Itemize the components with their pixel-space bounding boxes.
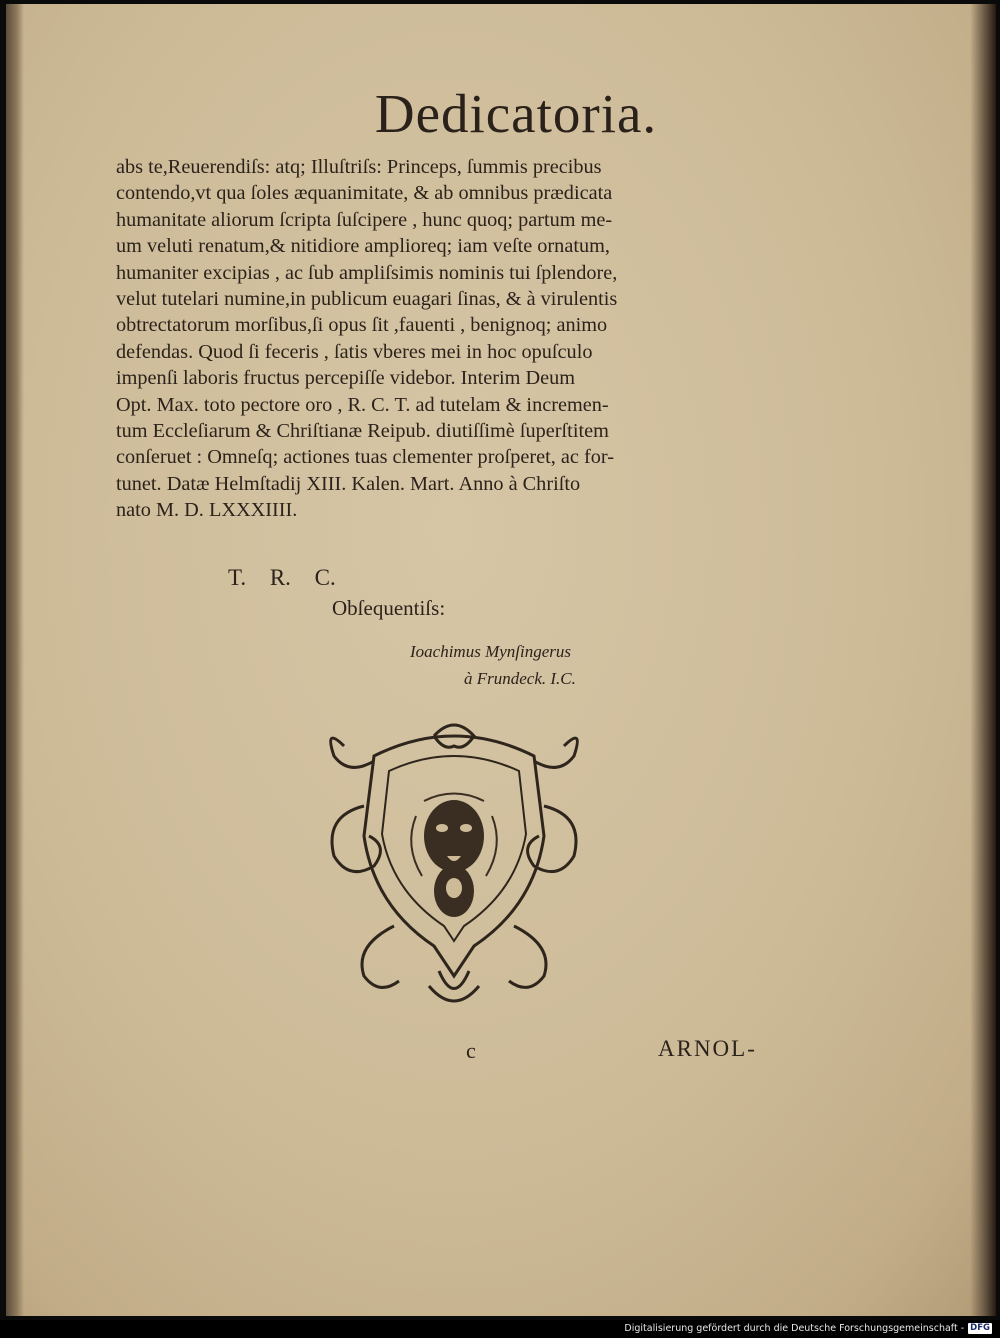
obsequent-line: Obſequentiſs: bbox=[332, 596, 446, 620]
page-left-edge bbox=[6, 4, 24, 1316]
text-line: velut tutelari numine,in publicum euagari ſinas, & à virulentis bbox=[116, 288, 618, 311]
text-line: obtrectatorum morſibus,ſi opus ſit ,fauenti , benignoq; animo bbox=[116, 314, 608, 337]
digitization-footer bbox=[624, 1320, 992, 1336]
page-heading: Dedicatoria. bbox=[374, 83, 658, 144]
catchword: ARNOL- bbox=[658, 1036, 757, 1061]
footer-text: Digitalisierung gefördert durch die Deutsche Forschungsgemeinschaft - bbox=[624, 1322, 965, 1334]
text-line: nato M. D. LXXXIIII. bbox=[116, 499, 298, 522]
text-line: tunet. Datæ Helmſtadij XIII. Kalen. Mart. Anno à Chriſto bbox=[116, 472, 581, 495]
signature-mark: c bbox=[466, 1038, 476, 1063]
signature-name: Ioachimus Mynſingerus bbox=[410, 642, 572, 661]
text-line: conſeruet : Omneſq; actiones tuas clementer proſperet, ac for- bbox=[116, 446, 614, 469]
text-line: um veluti renatum,& nitidiore amplioreq; iam veſte ornatum, bbox=[116, 235, 610, 258]
grotesque-mask-ornament bbox=[304, 716, 604, 1016]
text-line: abs te,Reuerendiſs: atq; Illuſtriſs: Princeps, ſummis precibus bbox=[116, 156, 602, 178]
signature-title: à Frundeck. I.C. bbox=[464, 669, 576, 688]
text-line: humaniter excipias , ac ſub ampliſsimis nominis tui ſplendore, bbox=[116, 261, 618, 284]
text-line: contendo,vt qua ſoles æquanimitate, & ab omnibus prædicata bbox=[116, 182, 613, 205]
dedication-body bbox=[116, 154, 796, 524]
text-line: defendas. Quod ſi feceris , ſatis vberes mei in hoc opuſculo bbox=[116, 340, 593, 363]
text-line: humanitate aliorum ſcripta ſuſcipere , hunc quoq; partum me- bbox=[116, 208, 613, 231]
book-page bbox=[6, 4, 996, 1316]
text-line: tum Eccleſiarum & Chriſtianæ Reipub. diutiſſimè ſuperſtitem bbox=[116, 420, 609, 443]
closing-abbreviation: T. R. C. bbox=[228, 565, 336, 590]
text-line: impenſi laboris fructus percepiſſe videbor. Interim Deum bbox=[116, 367, 576, 390]
page-right-edge bbox=[970, 4, 996, 1316]
dfg-logo: DFG bbox=[970, 1322, 990, 1333]
text-line: Opt. Max. toto pectore oro , R. C. T. ad tutelam & incremen- bbox=[116, 393, 609, 416]
